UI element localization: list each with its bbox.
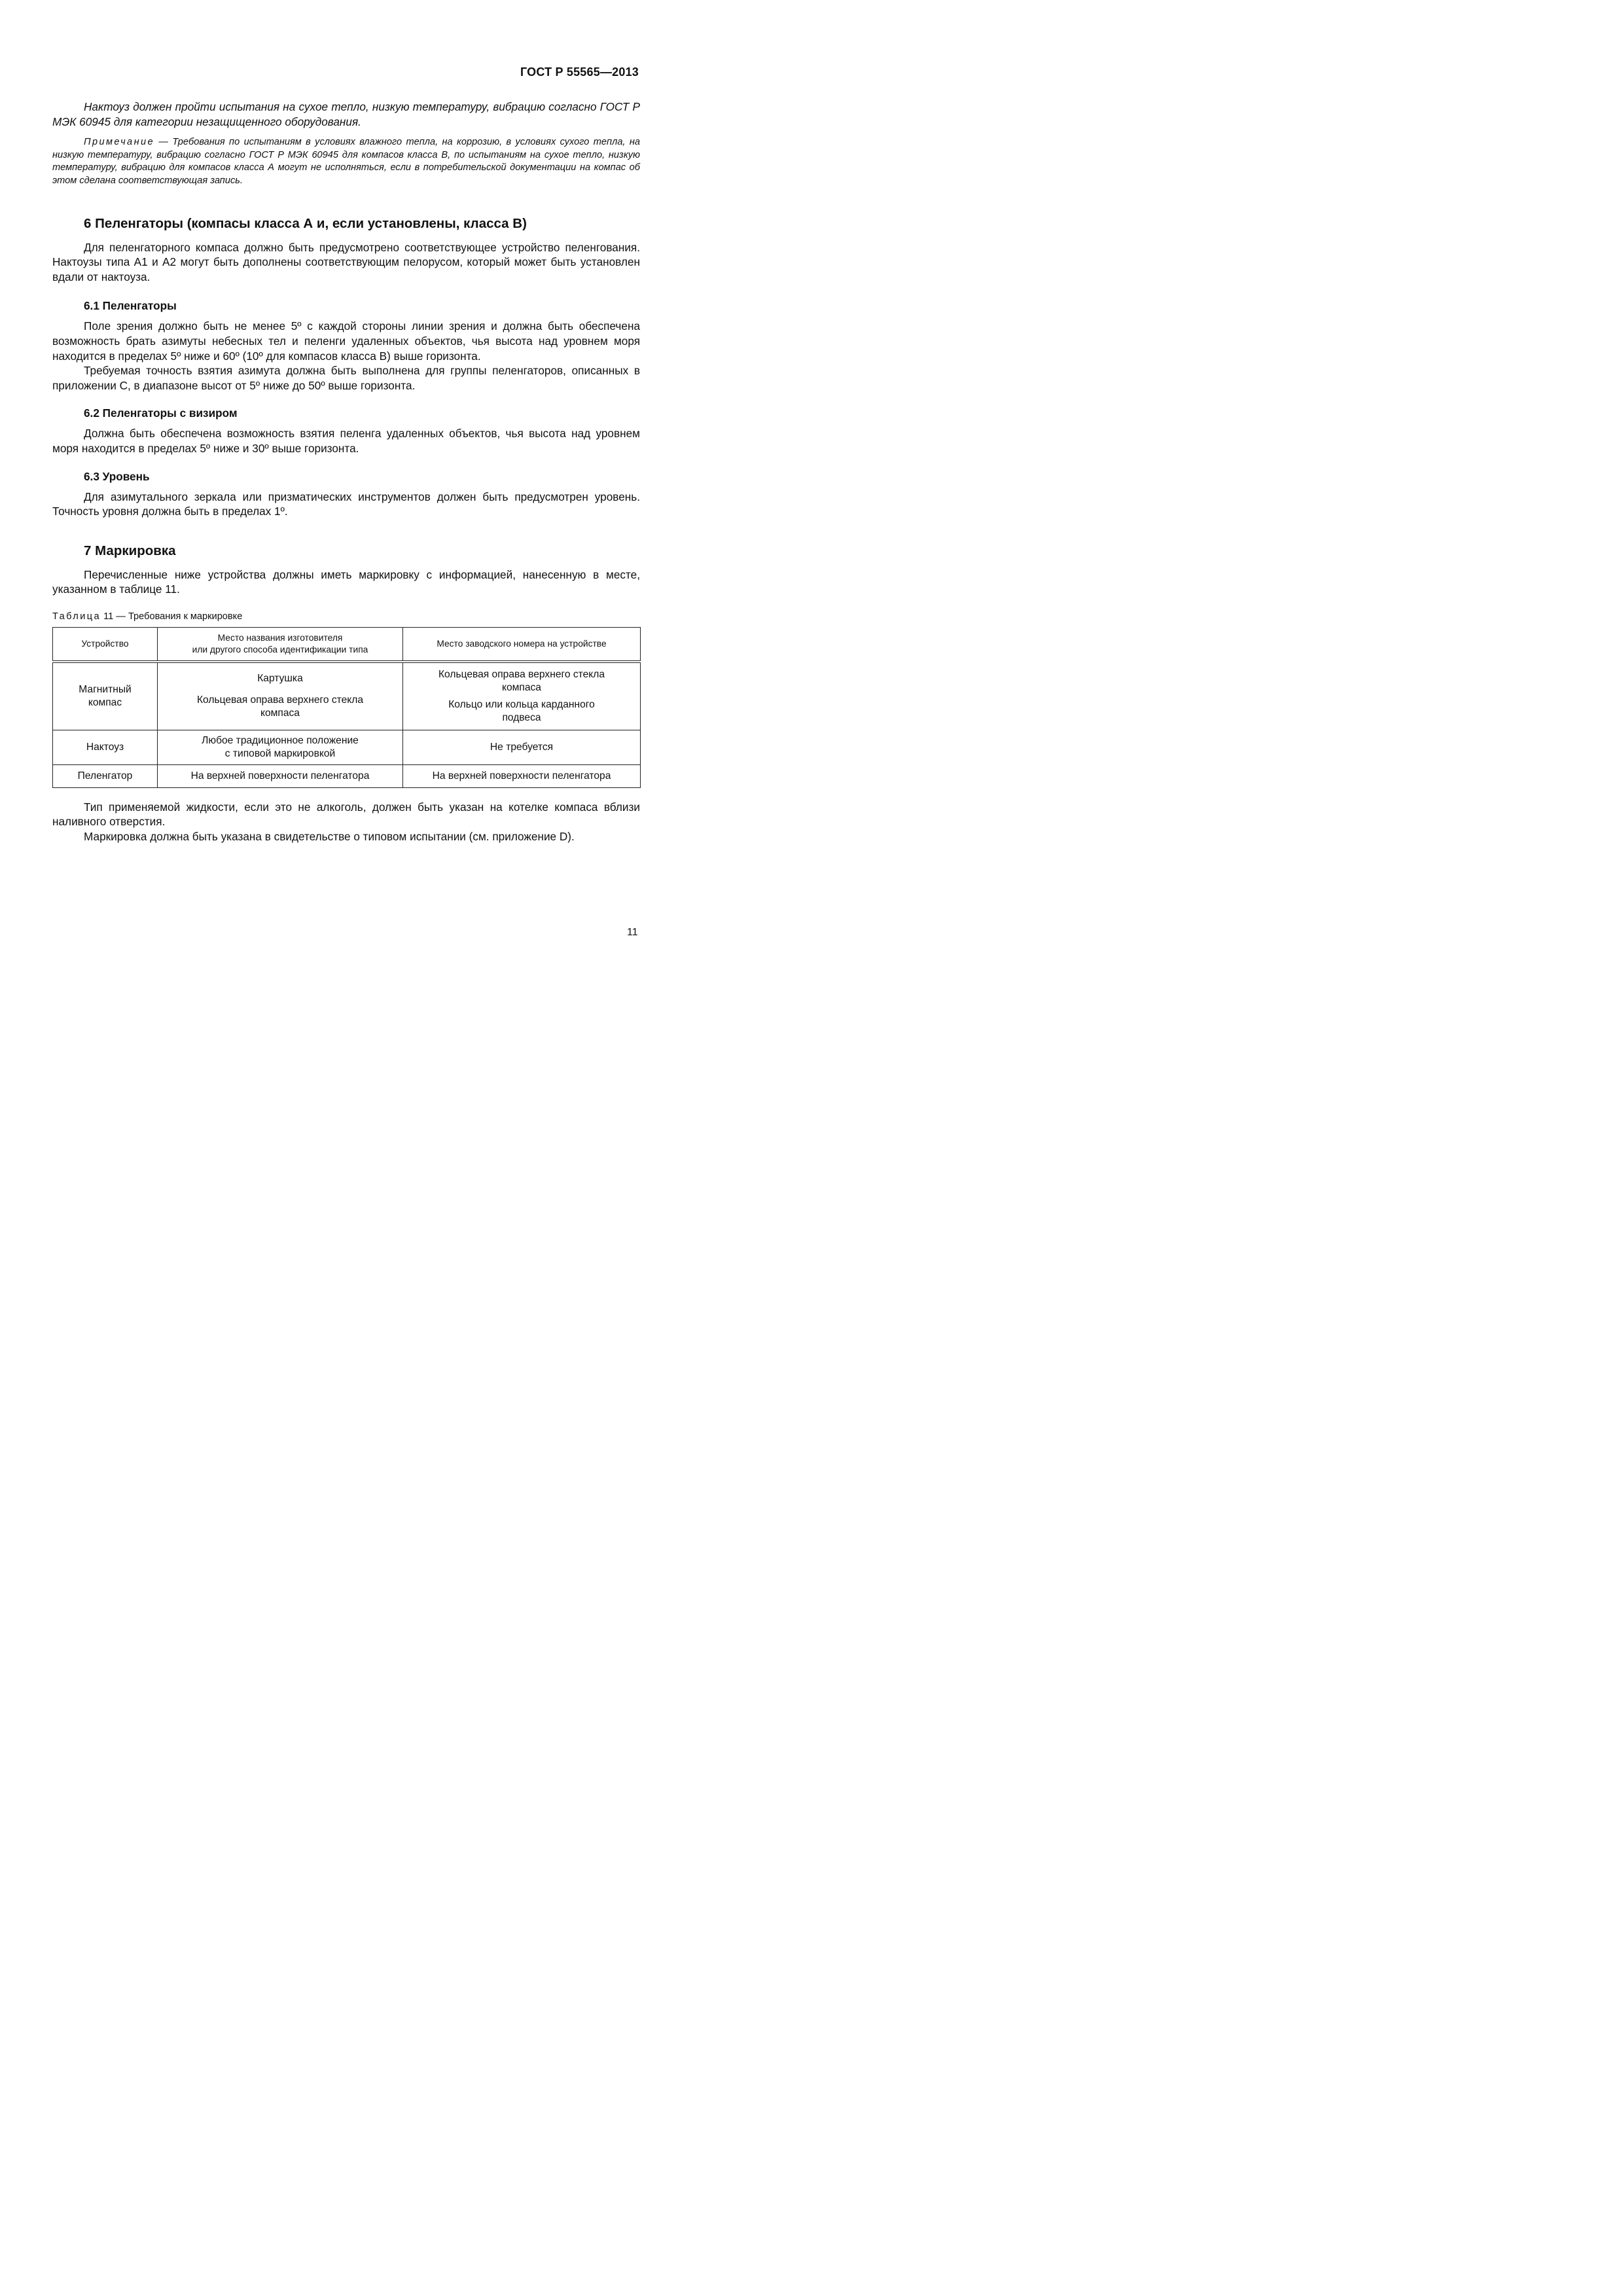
subsection-6-2-paragraph: Должна быть обеспечена возможность взятия пеленга удаленных объектов, чья высота над уровнем моря находится в пределах 5º ниже и 30º выше горизонта. xyxy=(52,427,640,455)
cell-device-pelorus: Пеленгатор xyxy=(53,764,158,787)
header-maker-line-2: или другого способа идентификации типа xyxy=(192,644,368,655)
table-header-row xyxy=(53,627,641,662)
subsection-6-1-title: 6.1 Пеленгаторы xyxy=(84,299,177,313)
table-row xyxy=(53,662,641,730)
note-paragraph xyxy=(52,136,640,187)
cell-device-binnacle: Нактоуз xyxy=(53,730,158,764)
subsection-6-1-paragraph-2: Требуемая точность взятия азимута должна быть выполнена для группы пеленгаторов, описанных в приложении С, в диапазоне высот от 5º ниже до 50º выше горизонта. xyxy=(52,364,640,392)
cell-gap xyxy=(164,685,396,694)
subsection-6-3-paragraph: Для азимутального зеркала или призматических инструментов должен быть предусмотрен уровень. Точность уровня должна быть в пределах 1º. xyxy=(52,490,640,518)
table-row xyxy=(53,764,641,787)
intro-paragraph: Нактоуз должен пройти испытания на сухое тепло, низкую температуру, вибрацию согласно ГОСТ Р МЭК 60945 для категории незащищенного оборудования. xyxy=(52,100,640,128)
section-6-title: 6 Пеленгаторы (компасы класса А и, если установлены, класса В) xyxy=(84,215,527,231)
subsection-6-2-title: 6.2 Пеленгаторы с визиром xyxy=(84,406,238,420)
document-code: ГОСТ Р 55565—2013 xyxy=(520,65,639,79)
page-content xyxy=(52,99,640,844)
cell-maker-compass xyxy=(158,662,403,730)
section-7-title: 7 Маркировка xyxy=(84,543,176,558)
cell-line: Магнитный xyxy=(79,683,132,695)
cell-serial-pelorus: На верхней поверхности пеленгатора xyxy=(403,764,641,787)
header-serial-location: Место заводского номера на устройстве xyxy=(403,627,641,662)
table-caption-text: 11 — Требования к маркировке xyxy=(101,611,243,622)
cell-serial-binnacle: Не требуется xyxy=(403,730,641,764)
cell-device-compass xyxy=(53,662,158,730)
cell-maker-pelorus: На верхней поверхности пеленгатора xyxy=(158,764,403,787)
cell-line: Кольцо или кольца карданного xyxy=(448,698,595,710)
certificate-paragraph: Маркировка должна быть указана в свидетельстве о типовом испытании (см. приложение D). xyxy=(84,830,575,844)
cell-line: Любое традиционное положение xyxy=(202,734,359,746)
cell-line: с типовой маркировкой xyxy=(224,747,336,759)
table-caption-label: Таблица xyxy=(52,611,101,622)
cell-line: подвеса xyxy=(502,711,541,723)
header-maker-location xyxy=(158,627,403,662)
section-7-paragraph: Перечисленные ниже устройства должны иметь маркировку с информацией, нанесенную в месте, указанном в таблице 11. xyxy=(52,567,640,596)
note-text: — Требования по испытаниям в условиях влажного тепла, на коррозию, в условиях сухого тепла, на низкую температуру, вибрацию согласно ГОСТ Р МЭК 60945 для компасов класса В, по испытаниям на сухое тепло, низкую температуру, вибрацию для компасов класса А могут не исполняться, если в потребительской документации на компас об этом сделана соответствующая запись. xyxy=(52,137,640,186)
section-6-paragraph: Для пеленгаторного компаса должно быть предусмотрено соответствующее устройство пеленгования. Нактоузы типа А1 и А2 могут быть дополнены соответствующим пелорусом, который может быть установлен вдали от нактоуза. xyxy=(52,240,640,283)
cell-line: компаса xyxy=(502,681,541,693)
header-maker-line-1: Место названия изготовителя xyxy=(217,632,343,643)
cell-line: Кольцевая оправа верхнего стекла xyxy=(196,694,364,706)
table-row xyxy=(53,730,641,764)
page-number: 11 xyxy=(627,927,638,938)
cell-serial-compass xyxy=(403,662,641,730)
cell-line: компаса xyxy=(260,708,300,719)
header-device: Устройство xyxy=(53,627,158,662)
cell-line: Картушка xyxy=(257,673,303,685)
table-caption xyxy=(52,610,640,623)
cell-line: компас xyxy=(88,696,122,708)
cell-line: Кольцевая оправа верхнего стекла xyxy=(438,668,605,680)
subsection-6-3-title: 6.3 Уровень xyxy=(84,469,150,483)
liquid-type-paragraph: Тип применяемой жидкости, если это не алкоголь, должен быть указан на котелке компаса вблизи наливного отверстия. xyxy=(52,800,640,829)
cell-maker-binnacle xyxy=(158,730,403,764)
marking-table xyxy=(52,627,641,788)
subsection-6-1-paragraph-1: Поле зрения должно быть не менее 5º с каждой стороны линии зрения и должна быть обеспечена возможность брать азимуты небесных тел и пеленги удаленных объектов, чья высота над уровнем моря находится в пределах 5º ниже и 60º (10º для компасов класса В) выше горизонта. xyxy=(52,319,640,363)
note-label: Примечание xyxy=(84,137,155,148)
